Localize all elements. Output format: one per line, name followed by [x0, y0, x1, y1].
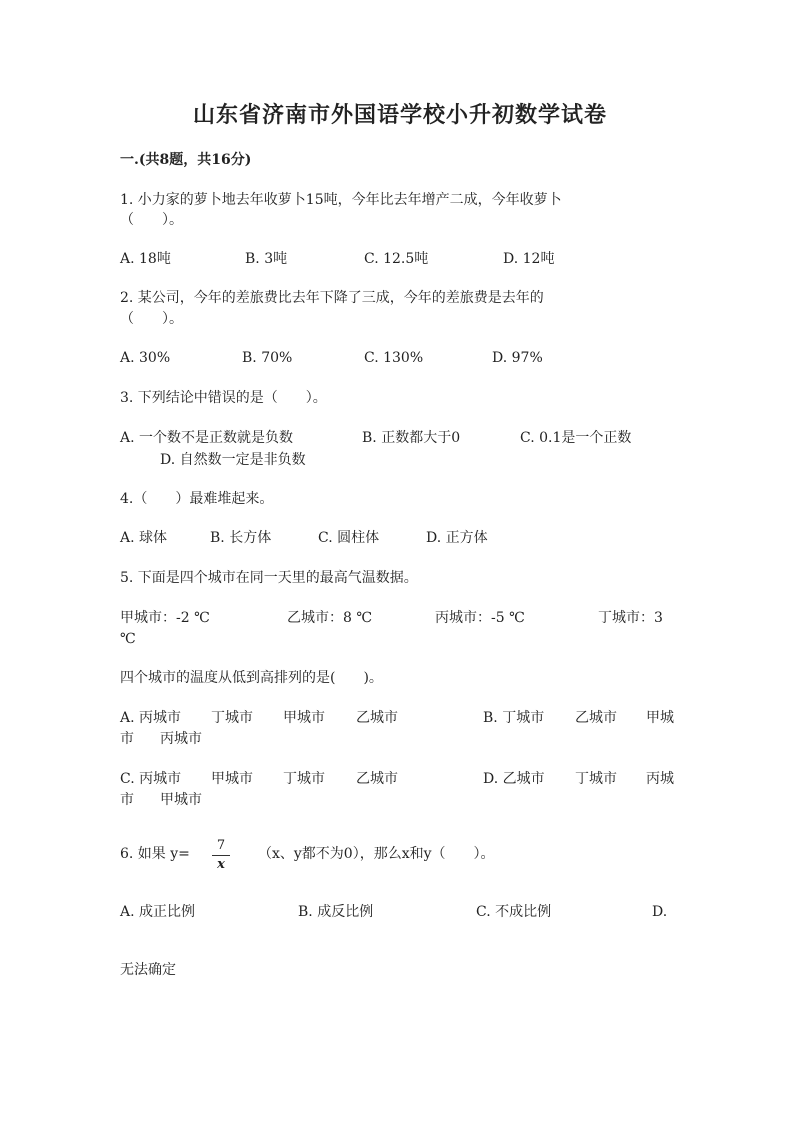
q6-stem-suffix: （x、y都不为0），那么x和y（ ）。 [258, 846, 495, 862]
q5-option-b[interactable]: B. 丁城市 [483, 710, 545, 726]
q5-option-b-item: 市 [120, 731, 134, 747]
fraction-numerator: 7 [216, 838, 226, 853]
fraction-denominator: x [217, 857, 225, 872]
q5-option-c-item: 丁城市 [283, 771, 325, 787]
q2-option-c[interactable]: C. 130% [364, 350, 424, 366]
section-heading: 一.(共8题，共16分) [120, 152, 252, 168]
q4-stem: 4.（ ）最难堆起来。 [120, 491, 274, 507]
q1-option-a[interactable]: A. 18吨 [120, 251, 171, 267]
q2-stem: 2. 某公司，今年的差旅费比去年下降了三成，今年的差旅费是去年的 [120, 290, 544, 306]
q3-option-d[interactable]: D. 自然数一定是非负数 [160, 452, 306, 468]
page-title: 山东省济南市外国语学校小升初数学试卷 [192, 102, 607, 128]
q6-option-c[interactable]: C. 不成比例 [476, 904, 552, 920]
q5-option-d-item: 丙城 [646, 771, 674, 787]
q3-option-a[interactable]: A. 一个数不是正数就是负数 [120, 430, 294, 446]
q5-temp-jia: 甲城市：-2 ℃ [120, 610, 210, 626]
q6-option-d[interactable]: D. [652, 904, 668, 920]
q5-option-b-item: 甲城 [646, 710, 674, 726]
q1-option-b[interactable]: B. 3吨 [245, 251, 288, 267]
q5-option-a-item: 甲城市 [283, 710, 325, 726]
q6-stem-prefix: 6. 如果 y= [120, 846, 190, 862]
q5-option-d-item: 甲城市 [160, 792, 202, 808]
q1-stem-blank: （ ）。 [120, 212, 183, 228]
q5-temp-unit-wrap: ℃ [120, 631, 136, 647]
q5-option-a-item: 丁城市 [211, 710, 253, 726]
q5-temp-yi: 乙城市：8 ℃ [287, 610, 373, 626]
q4-option-a[interactable]: A. 球体 [120, 530, 168, 546]
q4-option-b[interactable]: B. 长方体 [210, 530, 272, 546]
q4-option-c[interactable]: C. 圆柱体 [318, 530, 380, 546]
q5-stem: 5. 下面是四个城市在同一天里的最高气温数据。 [120, 570, 418, 586]
q5-option-c-item: 乙城市 [356, 771, 398, 787]
q3-option-c[interactable]: C. 0.1是一个正数 [520, 430, 632, 446]
q3-stem: 3. 下列结论中错误的是（ ）。 [120, 390, 327, 406]
q5-option-d-item: 丁城市 [575, 771, 617, 787]
q5-option-c[interactable]: C. 丙城市 [120, 771, 182, 787]
q6-option-d-text: 无法确定 [120, 962, 176, 978]
q1-option-c[interactable]: C. 12.5吨 [364, 251, 429, 267]
fraction-bar [212, 855, 230, 856]
q5-option-d-item: 市 [120, 792, 134, 808]
q6-option-a[interactable]: A. 成正比例 [120, 904, 196, 920]
q4-option-d[interactable]: D. 正方体 [426, 530, 488, 546]
q2-stem-blank: （ ）。 [120, 311, 183, 327]
q2-option-b[interactable]: B. 70% [242, 350, 293, 366]
q5-option-a-item: 乙城市 [356, 710, 398, 726]
q5-option-d[interactable]: D. 乙城市 [483, 771, 545, 787]
q5-temp-ding: 丁城市：3 [598, 610, 663, 626]
q2-option-d[interactable]: D. 97% [492, 350, 543, 366]
fraction-7-over-x [212, 838, 230, 873]
q2-option-a[interactable]: A. 30% [120, 350, 171, 366]
q5-question: 四个城市的温度从低到高排列的是( )。 [120, 670, 383, 686]
q1-stem: 1. 小力家的萝卜地去年收萝卜15吨，今年比去年增产二成，今年收萝卜 [120, 192, 562, 208]
q5-option-c-item: 甲城市 [211, 771, 253, 787]
q5-option-a[interactable]: A. 丙城市 [120, 710, 182, 726]
q6-option-b[interactable]: B. 成反比例 [298, 904, 374, 920]
q5-option-b-item: 乙城市 [575, 710, 617, 726]
q3-option-b[interactable]: B. 正数都大于0 [362, 430, 461, 446]
q5-option-b-item: 丙城市 [160, 731, 202, 747]
q5-temp-bing: 丙城市：-5 ℃ [435, 610, 525, 626]
q1-option-d[interactable]: D. 12吨 [503, 251, 555, 267]
